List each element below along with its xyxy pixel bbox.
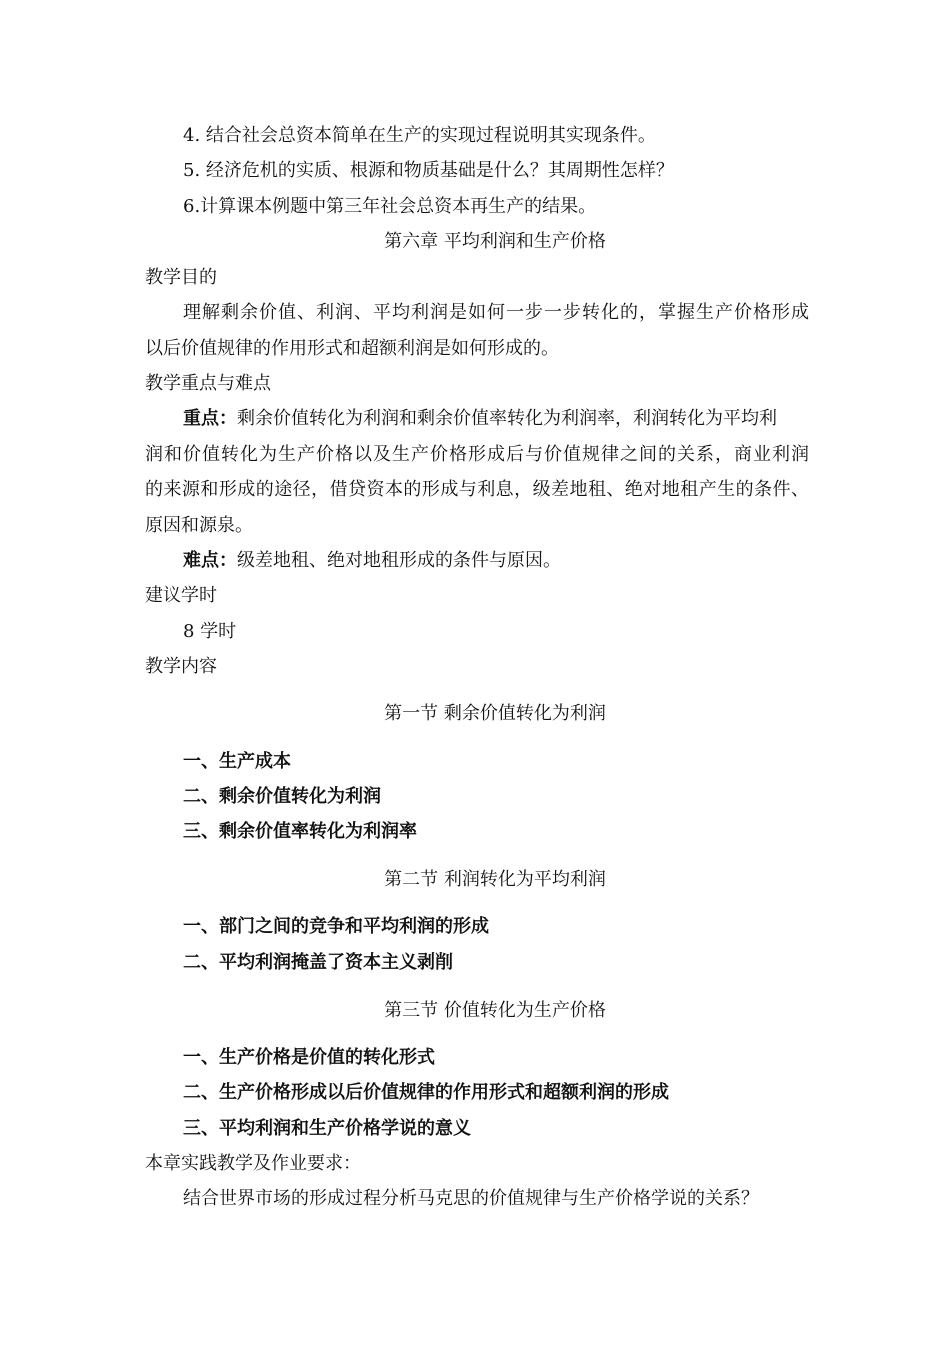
- key-label: 重点：: [183, 408, 237, 429]
- key-points-heading: 教学重点与难点: [145, 373, 271, 394]
- difficulty-text: 级差地租、绝对地租形成的条件与原因。: [237, 550, 561, 571]
- section-1-item-2: 二、剩余价值转化为利润: [183, 786, 381, 807]
- hours-value: 8 学时: [183, 621, 237, 642]
- question-6: 6.计算课本例题中第三年社会总资本再生产的结果。: [183, 196, 597, 217]
- key-points-line-1: [183, 407, 809, 431]
- key-points-line-3: 的来源和形成的途径，借贷资本的形成与利息，级差地租、绝对地租产生的条件、: [145, 479, 809, 500]
- chapter-title: 第六章 平均利润和生产价格: [384, 231, 606, 252]
- practice-heading: 本章实践教学及作业要求：: [145, 1153, 361, 1174]
- objective-heading: 教学目的: [145, 267, 217, 288]
- objective-line-1: 理解剩余价值、利润、平均利润是如何一步一步转化的，掌握生产价格形成: [183, 302, 809, 323]
- question-5: 5. 经济危机的实质、根源和物质基础是什么？其周期性怎样？: [183, 160, 674, 181]
- content-heading: 教学内容: [145, 656, 217, 677]
- objective-line-2: 以后价值规律的作用形式和超额利润是如何形成的。: [145, 338, 559, 359]
- key-points-line-4: 原因和源泉。: [145, 515, 253, 536]
- section-2-item-2: 二、平均利润掩盖了资本主义剥削: [183, 952, 453, 973]
- section-3-item-1: 一、生产价格是价值的转化形式: [183, 1047, 435, 1068]
- section-1-title: 第一节 剩余价值转化为利润: [384, 703, 606, 724]
- section-1-item-3: 三、剩余价值率转化为利润率: [183, 821, 417, 842]
- hours-heading: 建议学时: [145, 585, 217, 606]
- section-2-item-1: 一、部门之间的竞争和平均利润的形成: [183, 916, 489, 937]
- section-1-item-1: 一、生产成本: [183, 751, 291, 772]
- section-2-title: 第二节 利润转化为平均利润: [384, 869, 606, 890]
- key-points-line-2: 润和价值转化为生产价格以及生产价格形成后与价值规律之间的关系，商业利润: [145, 444, 809, 465]
- difficulty-label: 难点：: [183, 550, 237, 571]
- difficulty-line: [183, 549, 561, 573]
- section-3-item-2: 二、生产价格形成以后价值规律的作用形式和超额利润的形成: [183, 1082, 669, 1103]
- section-3-title: 第三节 价值转化为生产价格: [384, 1000, 606, 1021]
- question-4: 4. 结合社会总资本简单在生产的实现过程说明其实现条件。: [183, 125, 656, 146]
- key-text-1: 剩余价值转化为利润和剩余价值率转化为利润率，利润转化为平均利: [237, 408, 777, 429]
- practice-text: 结合世界市场的形成过程分析马克思的价值规律与生产价格学说的关系？: [183, 1188, 759, 1209]
- section-3-item-3: 三、平均利润和生产价格学说的意义: [183, 1118, 471, 1139]
